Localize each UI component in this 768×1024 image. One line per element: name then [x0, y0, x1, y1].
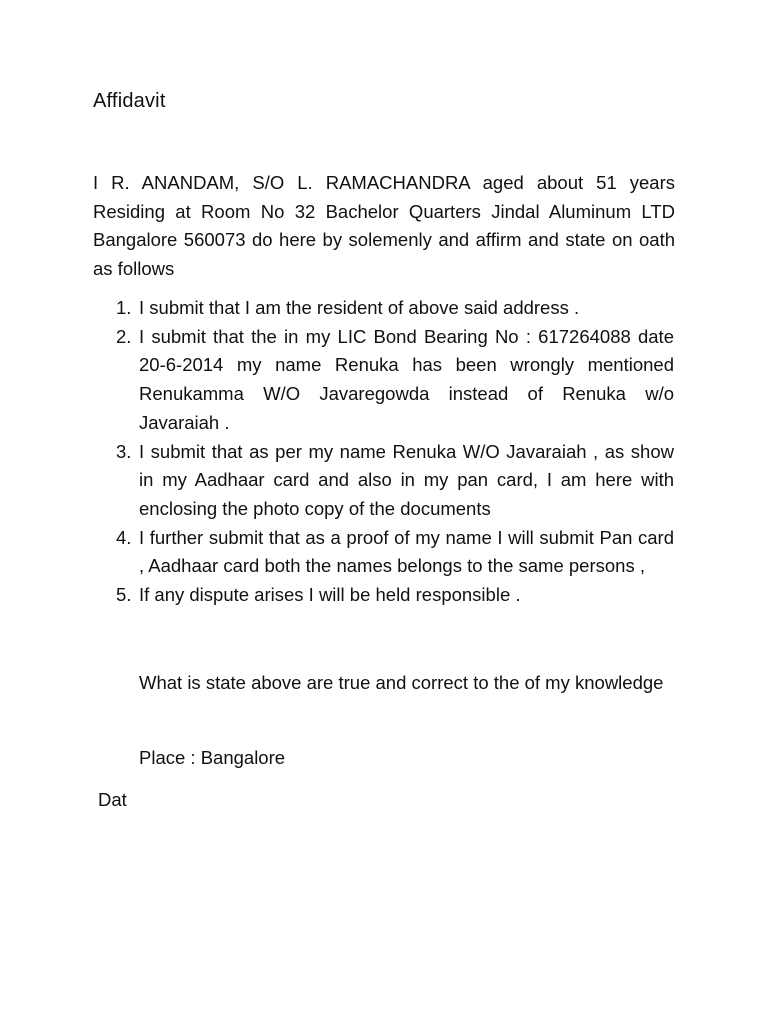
document-title: Affidavit: [93, 90, 166, 112]
list-item-text: I submit that as per my name Renuka W/O Javaraiah , as show in my Aadhaar card and also in my pan card, I am here with enclosing the photo copy of the documents: [139, 440, 674, 519]
list-item-text: I further submit that as a proof of my name I will submit Pan card , Aadhaar card both the names belongs to the same persons ,: [139, 526, 674, 577]
list-item: [0, 524, 674, 581]
list-item: [0, 294, 674, 323]
intro-paragraph: I R. ANANDAM, S/O L. RAMACHANDRA aged about 51 years Residing at Room No 32 Bachelor Quarters Jindal Aluminum LTD Bangalore 560073 do here by solemenly and affirm and state on oath as follows: [93, 172, 675, 280]
list-item-number: 4.: [116, 526, 132, 548]
list-item-text: I submit that the in my LIC Bond Bearing No : 617264088 date 20-6-2014 my name Renuka has been wrongly mentioned Renukamma W/O Javaregowda instead of Renuka w/o Javaraiah .: [139, 325, 674, 433]
list-item-text: I submit that I am the resident of above said address .: [139, 297, 580, 318]
list-item-text: If any dispute arises I will be held responsible .: [139, 584, 521, 606]
list-item: [0, 438, 674, 524]
list-item-number: 1.: [116, 297, 132, 318]
list-item: [0, 323, 674, 438]
date-line: Dat: [98, 789, 127, 810]
list-item-number: 2.: [116, 325, 132, 347]
list-item: [0, 581, 674, 610]
statement-list: [0, 294, 768, 610]
list-item-number: 5.: [116, 584, 132, 606]
list-item-number: 3.: [116, 440, 132, 462]
closing-statement: What is state above are true and correct to the of my knowledge: [139, 672, 664, 693]
place-line: Place : Bangalore: [139, 747, 286, 768]
